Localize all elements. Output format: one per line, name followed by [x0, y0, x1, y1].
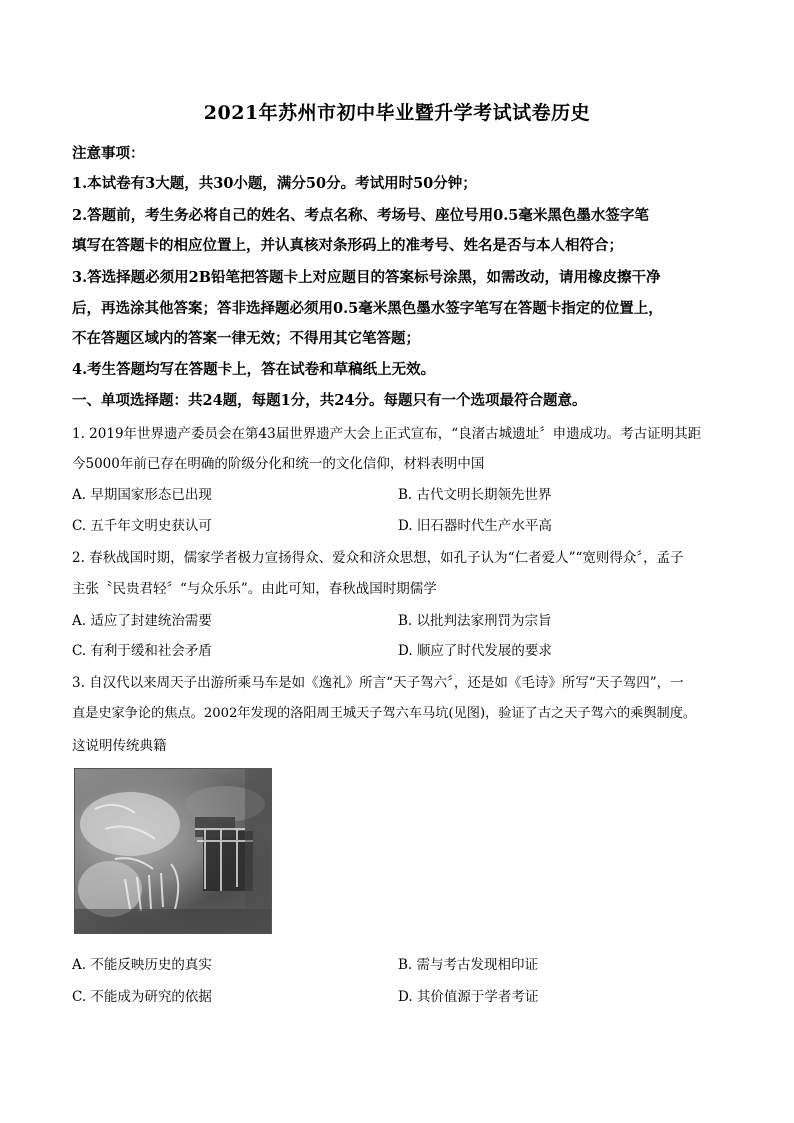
notice-heading: 注意事项：: [72, 145, 145, 162]
notice-line: 1.本试卷有3大题，共30小题，满分50分。考试用时50分钟；: [72, 175, 477, 192]
chariot-pit-photo: [74, 768, 272, 934]
question-1-text: 今5000年前已存在明确的阶级分化和统一的文化信仰，材料表明中国: [72, 456, 485, 472]
question-1-option-b: B. 古代文明长期领先世界: [398, 487, 552, 503]
question-3-option-c: C. 不能成为研究的依据: [72, 989, 212, 1005]
question-3-option-d: D. 其价值源于学者考证: [398, 989, 539, 1005]
question-3-option-b: B. 需与考古发现相印证: [398, 957, 539, 973]
chariot-pit-image: [75, 769, 271, 933]
notice-line: 后，再选涂其他答案；答非选择题必须用0.5毫米黑色墨水签字笔写在答题卡指定的位置上，: [72, 300, 663, 317]
notice-line: 4.考生答题均写在答题卡上，答在试卷和草稿纸上无效。: [72, 361, 436, 378]
notice-line: 填写在答题卡的相应位置上，并认真核对条形码上的准考号、姓名是否与本人相符合；: [72, 237, 623, 254]
question-1-option-d: D. 旧石器时代生产水平高: [398, 518, 552, 534]
question-2-option-a: A. 适应了封建统治需要: [72, 613, 212, 629]
question-2-text: 2. 春秋战国时期，儒家学者极力宣扬得众、爱众和济众思想，如孔子认为“仁者爱人”“宽则得众〞，孟子: [72, 550, 684, 566]
question-1-option-a: A. 早期国家形态已出现: [72, 487, 212, 503]
notice-line: 3.答选择题必须用2B铅笔把答题卡上对应题目的答案标号涂黑，如需改动，请用橡皮擦干净: [72, 269, 661, 286]
question-3-option-a: A. 不能反映历史的真实: [72, 957, 212, 973]
question-3-text: 这说明传统典籍: [72, 738, 167, 754]
question-3-text: 3. 自汉代以来周天子出游所乘马车是如《逸礼》所言“天子驾六〞，还是如《毛诗》所写“天子驾四”，一: [72, 675, 684, 691]
section-heading: 一、单项选择题：共24题，每题1分，共24分。每题只有一个选项最符合题意。: [72, 392, 587, 409]
notice-line: 不在答题区域内的答案一律无效；不得用其它笔答题；: [72, 330, 420, 347]
question-1-text: 1. 2019年世界遗产委员会在第43届世界遗产大会上正式宣布，“良渚古城遗址〞申遗成功。考古证明其距: [72, 426, 702, 442]
question-3-text: 直是史家争论的焦点。2002年发现的洛阳周王城天子驾六车马坑(见图)，验证了古之天子驾六的乘舆制度。: [72, 706, 697, 721]
question-2-option-b: B. 以批判法家刑罚为宗旨: [398, 613, 552, 629]
page-title: 2021年苏州市初中毕业暨升学考试试卷历史: [203, 102, 591, 124]
question-1-option-c: C. 五千年文明史获认可: [72, 518, 212, 534]
question-2-text: 主张〝民贵君轻〞“与众乐乐”。由此可知，春秋战国时期儒学: [72, 581, 437, 597]
notice-line: 2.答题前，考生务必将自己的姓名、考点名称、考场号、座位号用0.5毫米黑色墨水签字笔: [72, 207, 649, 224]
question-2-option-d: D. 顺应了时代发展的要求: [398, 643, 552, 659]
question-2-option-c: C. 有利于缓和社会矛盾: [72, 643, 212, 659]
